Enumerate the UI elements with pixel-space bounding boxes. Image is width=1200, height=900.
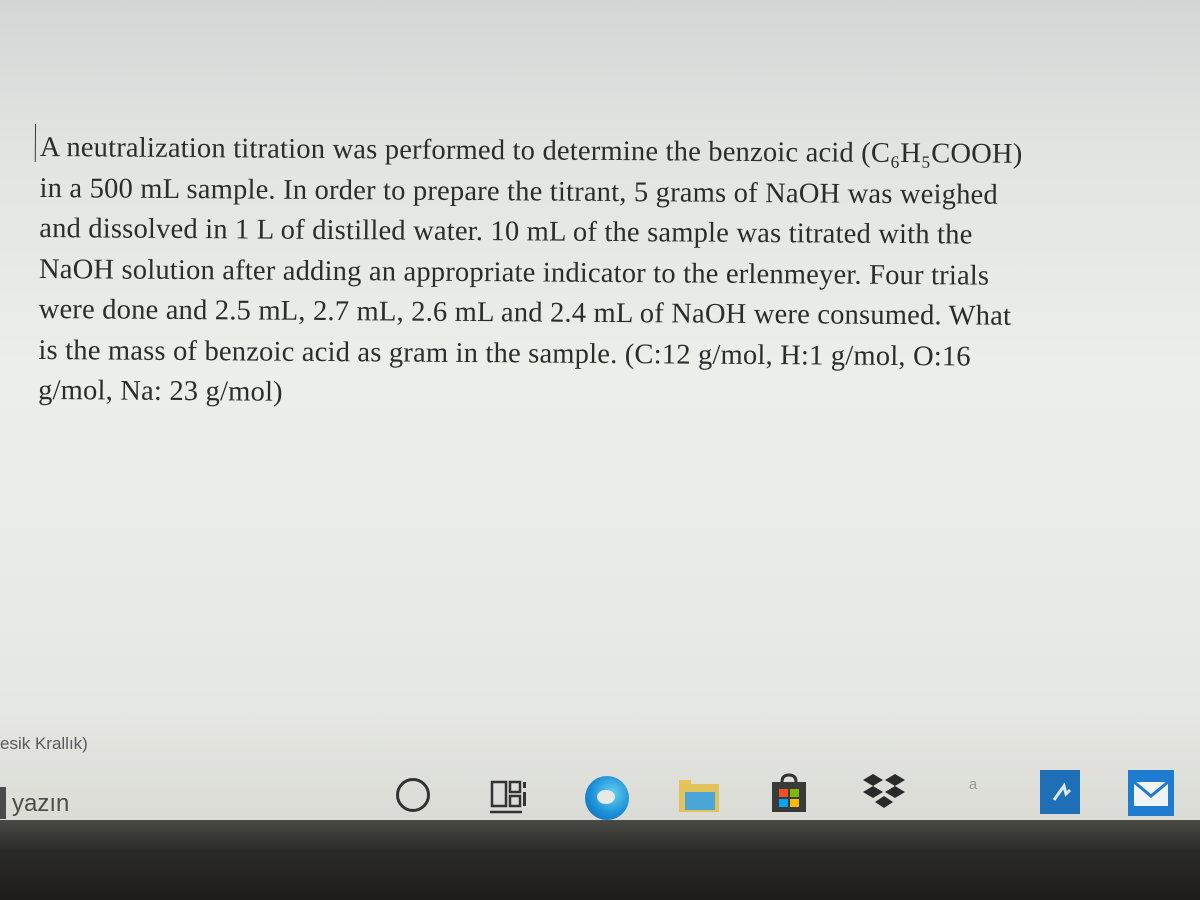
taskbar xyxy=(0,724,1200,824)
file-explorer-icon[interactable] xyxy=(677,778,721,814)
question-line: in a 500 mL sample. In order to prepare the titrant, 5 grams of NaOH was weighed xyxy=(39,172,998,211)
search-box-edge xyxy=(0,787,6,819)
question-line: were done and 2.5 mL, 2.7 mL, 2.6 mL and 2.4 mL of NaOH were consumed. What xyxy=(38,293,1012,332)
question-line: is the mass of benzoic acid as gram in the sample. (C:12 g/mol, H:1 g/mol, O:16 xyxy=(38,334,971,373)
edge-icon[interactable] xyxy=(585,776,629,820)
mail-icon[interactable] xyxy=(1128,770,1174,816)
search-input[interactable]: yazın xyxy=(12,790,70,817)
dropbox-icon[interactable] xyxy=(862,772,906,812)
question-line: and dissolved in 1 L of distilled water. 10 mL of the sample was titrated with the xyxy=(39,212,973,251)
word-icon[interactable] xyxy=(963,772,983,796)
question-line: g/mol, Na: 23 g/mol) xyxy=(38,374,283,408)
status-caption: esik Krallık) xyxy=(0,734,88,753)
app-icon[interactable] xyxy=(1040,770,1080,814)
task-view-icon[interactable] xyxy=(488,776,528,816)
word-icon-letter: a xyxy=(968,775,978,793)
store-icon[interactable] xyxy=(768,772,810,814)
text-cursor xyxy=(35,124,36,162)
question-line: NaOH solution after adding an appropriate indicator to the erlenmeyer. Four trials xyxy=(38,253,990,292)
question-text xyxy=(38,128,1190,420)
cortana-icon[interactable] xyxy=(396,778,430,812)
monitor-bezel xyxy=(0,820,1200,900)
question-line: A neutralization titration was performed to determine the benzoic acid (C₆H₅COOH) xyxy=(39,131,1023,170)
